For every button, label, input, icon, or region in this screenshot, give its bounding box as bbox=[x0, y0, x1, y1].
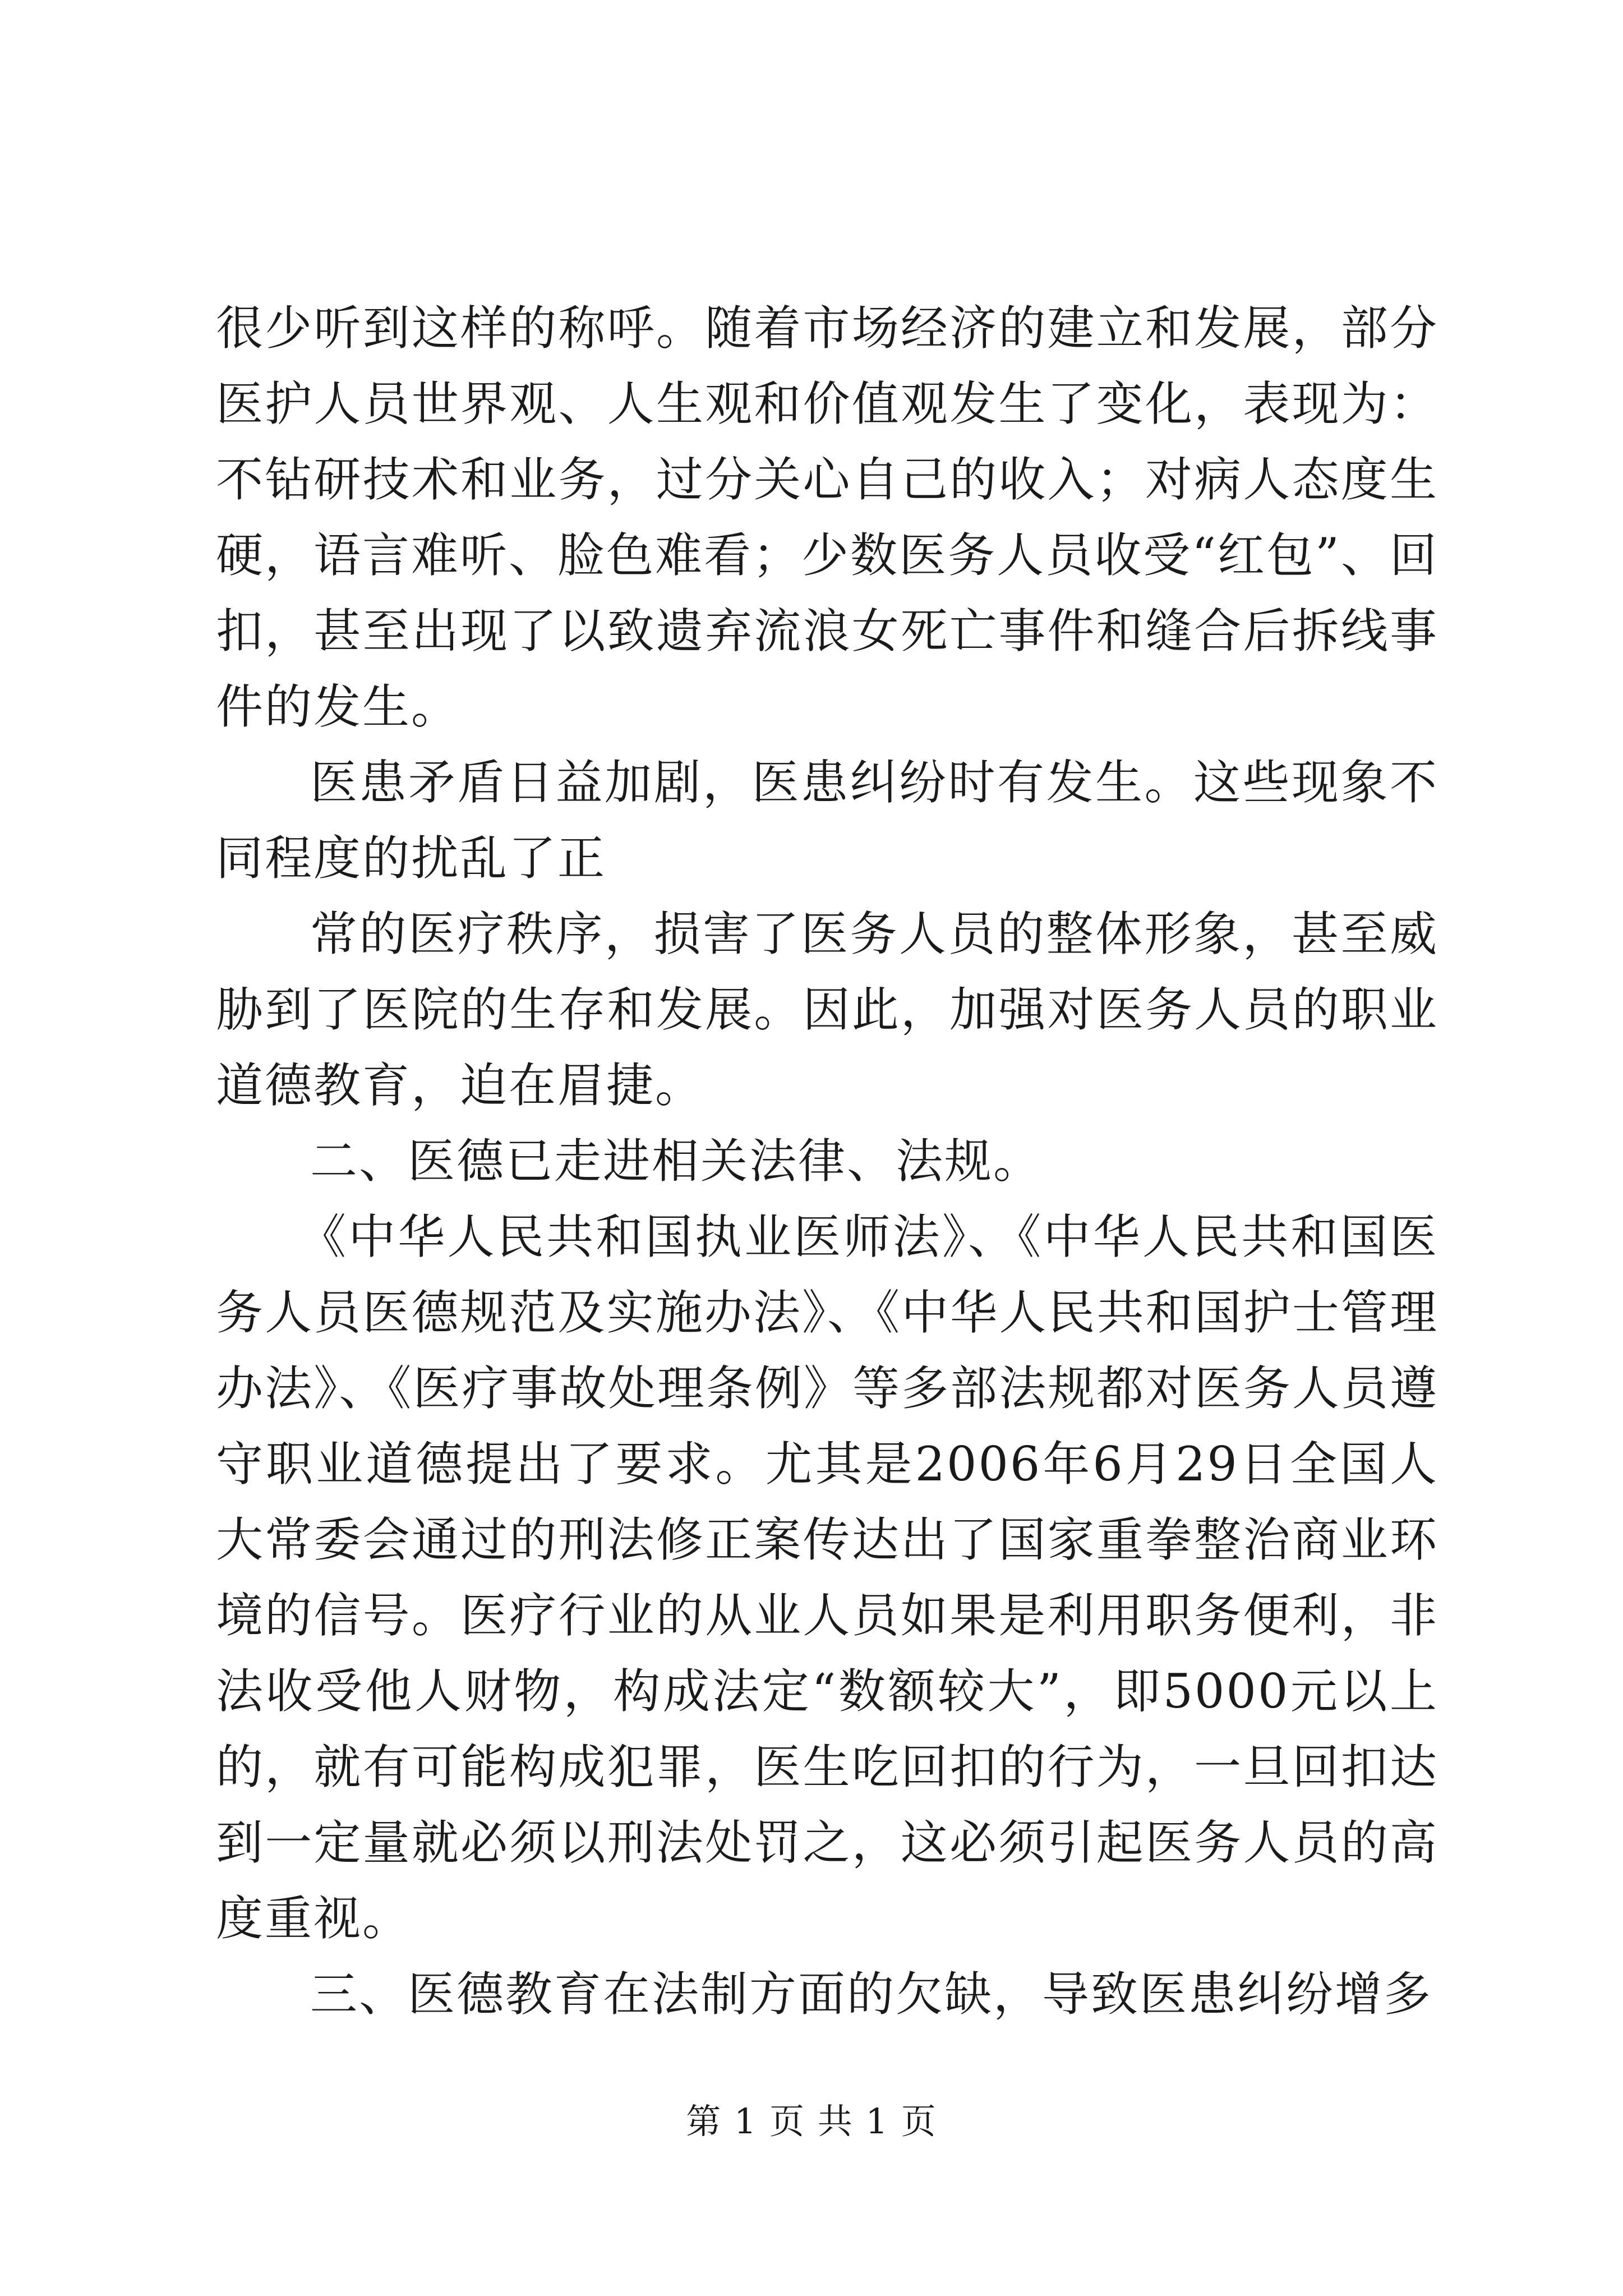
section-heading-2: 二、医德已走进相关法律、法规。 bbox=[310, 1134, 1043, 1189]
paragraph-3: 常的医疗秩序，损害了医务人员的整体形象，甚至威胁到了医院的生存和发展。因此，加强对医务人员的职业道德教育，迫在眉捷。 bbox=[216, 907, 1438, 1113]
paragraph-4: 《中华人民共和国执业医师法》、《中华人民共和国医务人员医德规范及实施办法》、《中华人民共和国护士管理办法》、《医疗事故处理条例》等多部法规都对医务人员遵守职业道德提出了要求。尤其是2006年6月29日全国人大常委会通过的刑法修正案传达出了国家重拳整治商业环境的信号。医疗行业的从业人员如果是利用职务便利，非法收受他人财物，构成法定“数额较大”，即5000元以上的，就有可能构成犯罪，医生吃回扣的行为，一旦回扣达到一定量就必须以刑法处罚之，这必须引起医务人员的高度重视。 bbox=[216, 1209, 1438, 1946]
page-footer: 第 1 页 共 1 页 bbox=[686, 2101, 937, 2142]
document-body bbox=[216, 291, 1438, 2032]
section-heading-3: 三、医德教育在法制方面的欠缺，导致医患纠纷增多 bbox=[310, 1967, 1433, 2022]
paragraph-2: 医患矛盾日益加剧，医患纠纷时有发生。这些现象不同程度的扰乱了正 bbox=[216, 755, 1438, 886]
paragraph-1: 很少听到这样的称呼。随着市场经济的建立和发展，部分医护人员世界观、人生观和价值观发生了变化，表现为：不钻研技术和业务，过分关心自己的收入；对病人态度生硬，语言难听、脸色难看；少数医务人员收受“红包”、回扣，甚至出现了以致遗弃流浪女死亡事件和缝合后拆线事件的发生。 bbox=[216, 301, 1438, 734]
